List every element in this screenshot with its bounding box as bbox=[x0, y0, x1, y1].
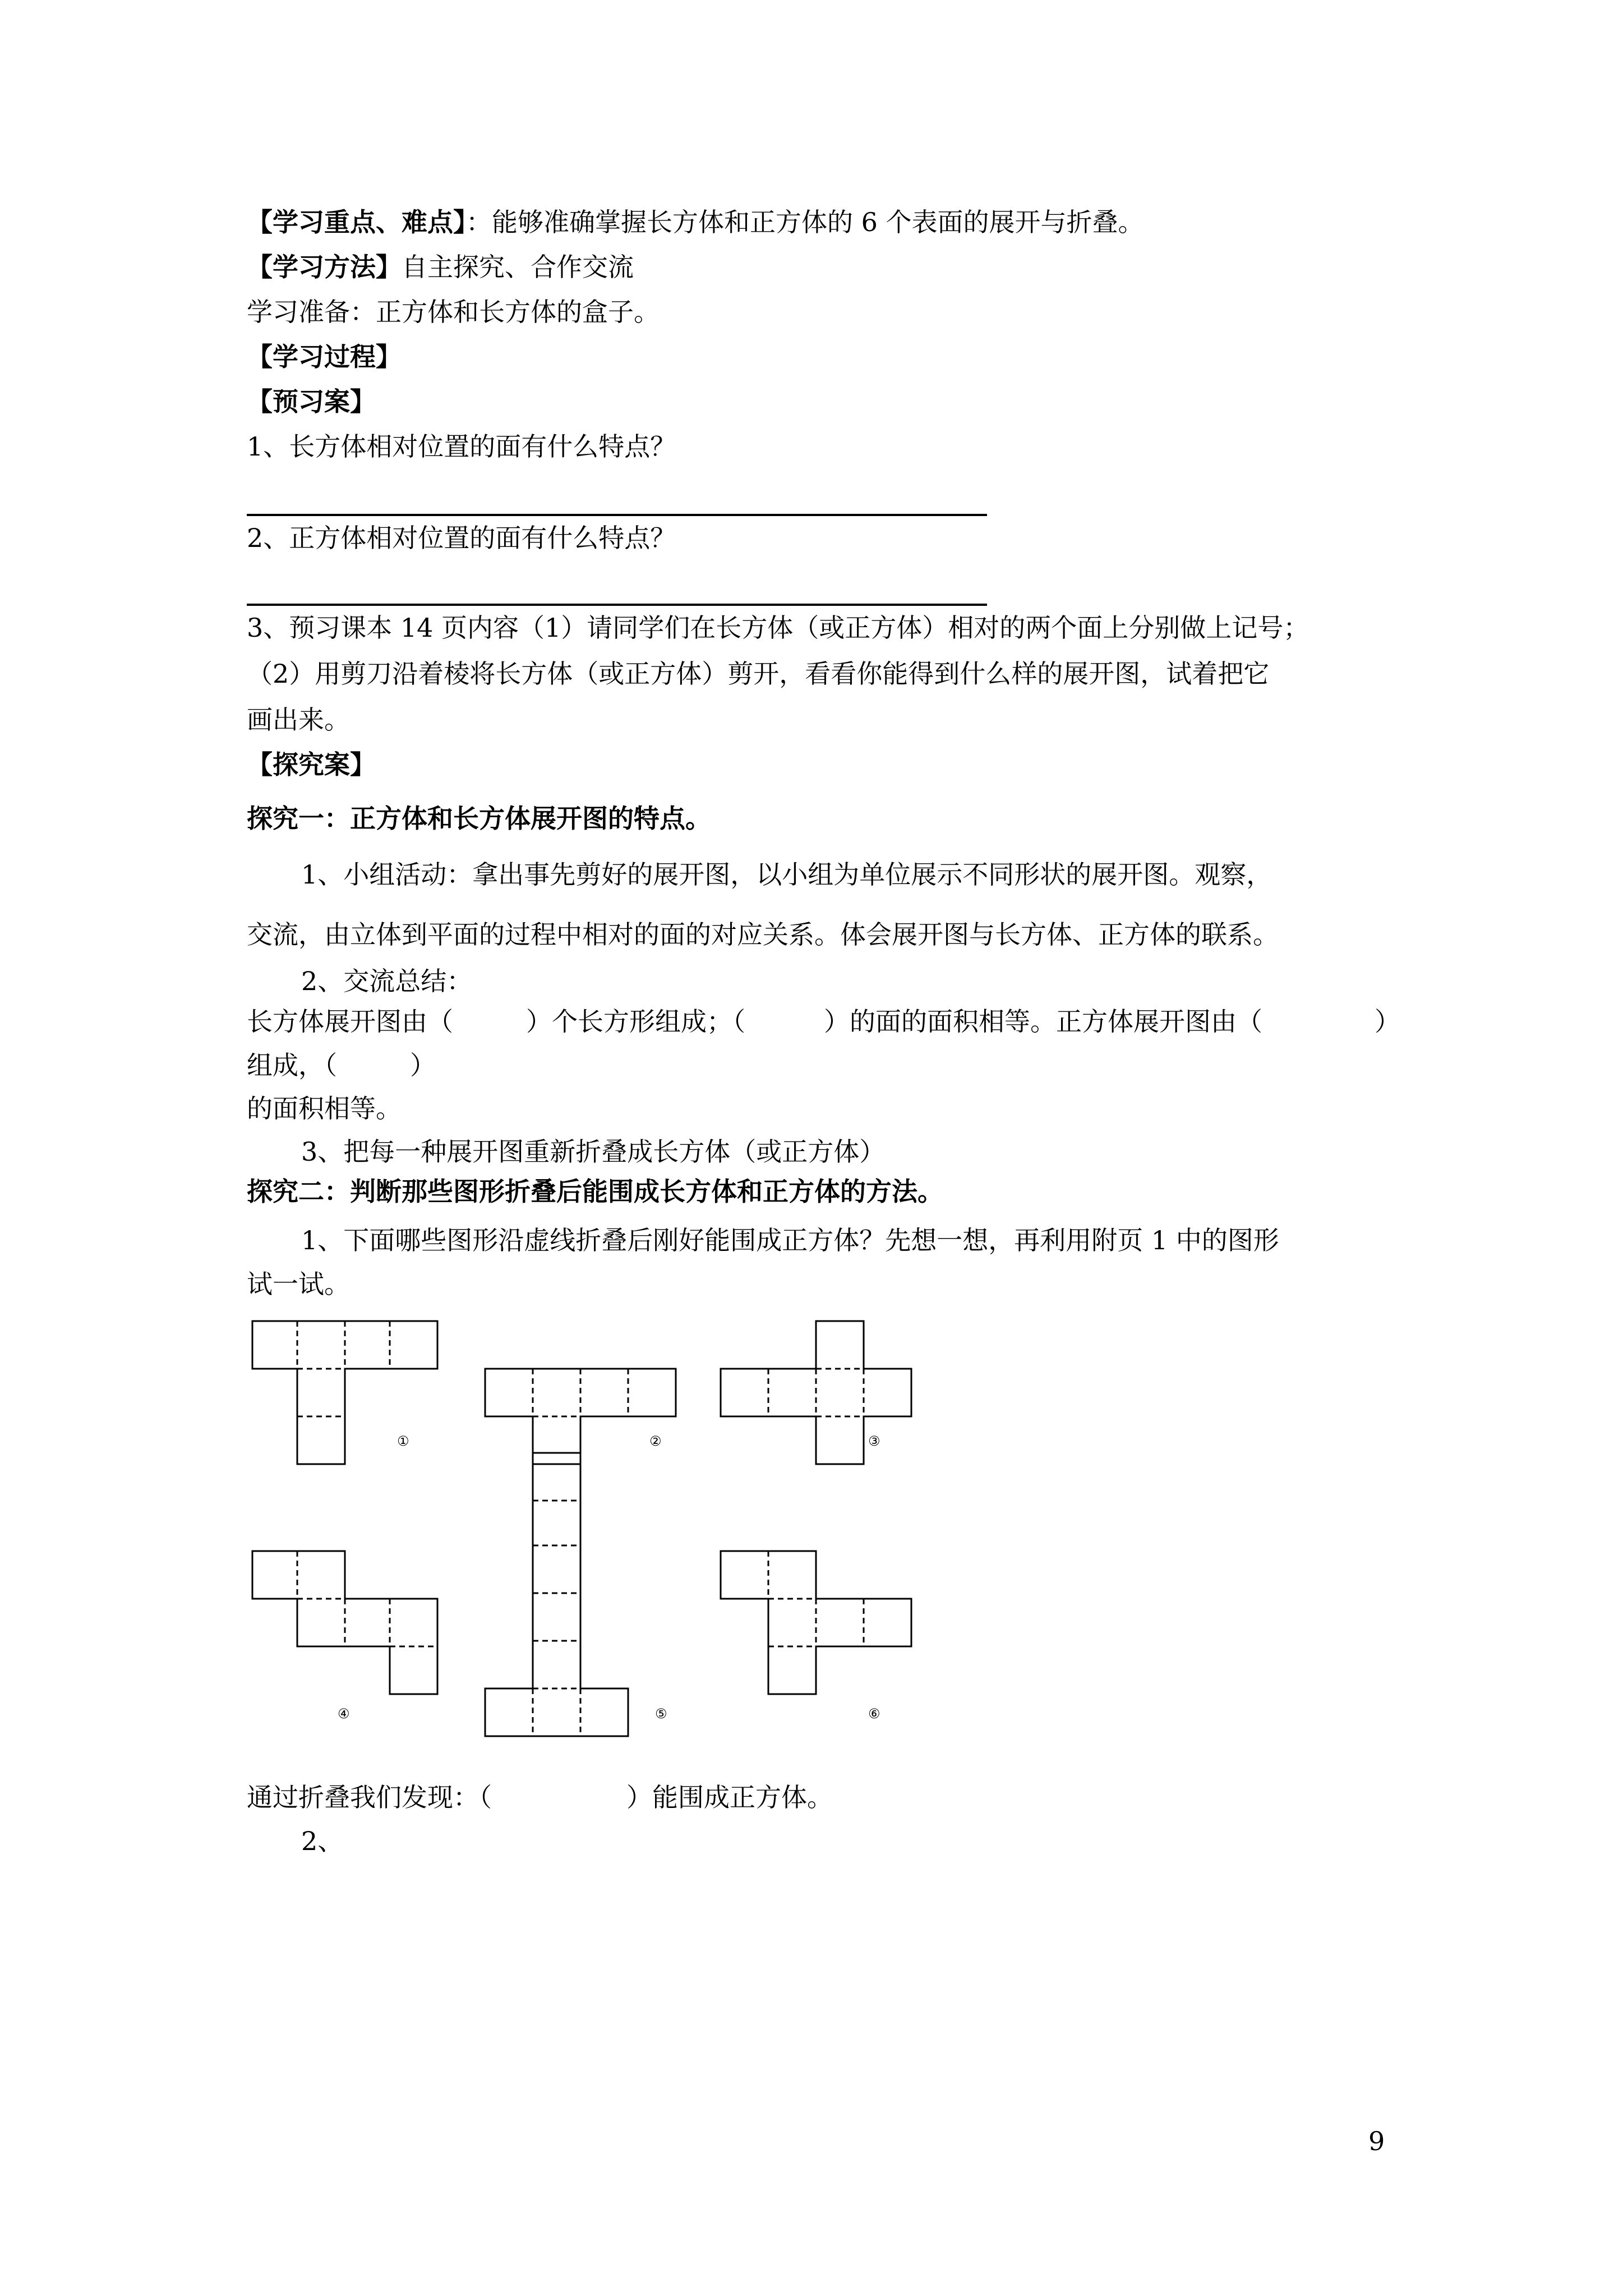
findings-part-2: ）能围成正方体。 bbox=[626, 1782, 833, 1812]
explore-1-title: 探究一：正方体和长方体展开图的特点。 bbox=[247, 803, 711, 834]
summary-part-6: ） bbox=[410, 1050, 436, 1080]
findings-part-1: 通过折叠我们发现：（ bbox=[247, 1782, 492, 1812]
explore-1-item-2: 2、交流总结： bbox=[301, 966, 473, 996]
question-1: 1、长方体相对位置的面有什么特点？ bbox=[247, 431, 676, 462]
summary-line-2 bbox=[247, 1048, 436, 1083]
explore-1-item-1-line-2: 交流，由立体到平面的过程中相对的面的对应关系。体会展开图与长方体、正方体的联系。 bbox=[247, 919, 1279, 950]
cube-net-2 bbox=[485, 1369, 676, 1464]
net-label-2: ② bbox=[649, 1433, 662, 1449]
cube-net-4 bbox=[252, 1551, 437, 1694]
explore-1-item-1-line-1: 1、小组活动：拿出事先剪好的展开图，以小组为单位展示不同形状的展开图。观察， bbox=[301, 859, 1272, 890]
explore-heading: 【探究案】 bbox=[247, 749, 376, 780]
explore-2-item-1-line-2: 试一试。 bbox=[247, 1269, 350, 1299]
summary-part-2: ）个长方形组成；（ bbox=[526, 1006, 745, 1037]
cube-net-5 bbox=[485, 1453, 628, 1736]
preview-heading: 【预习案】 bbox=[247, 386, 376, 417]
key-points-line bbox=[247, 205, 1144, 240]
cube-net-1 bbox=[252, 1321, 437, 1464]
page-number: 9 bbox=[1368, 2126, 1385, 2156]
net-label-3: ③ bbox=[868, 1433, 880, 1449]
summary-part-1: 长方体展开图由（ bbox=[247, 1006, 453, 1037]
question-3-line-1: 3、预习课本 14 页内容（1）请同学们在长方体（或正方体）相对的两个面上分别做上记号； bbox=[247, 613, 1310, 643]
method-label: 【学习方法】 bbox=[247, 252, 402, 282]
explore-2-item-1-line-1: 1、下面哪些图形沿虚线折叠后刚好能围成正方体？先想一想，再利用附页 1 中的图形 bbox=[301, 1225, 1279, 1255]
key-points-label: 【学习重点、难点】 bbox=[247, 207, 466, 237]
prep-line: 学习准备：正方体和长方体的盒子。 bbox=[247, 297, 660, 327]
summary-part-3: ）的面的面积相等。正方体展开图由（ bbox=[824, 1006, 1262, 1037]
explore-2-item-2: 2、 bbox=[301, 1826, 344, 1856]
answer-line-2 bbox=[247, 604, 987, 606]
explore-1-item-3: 3、把每一种展开图重新折叠成长方体（或正方体） bbox=[301, 1137, 886, 1167]
question-2: 2、正方体相对位置的面有什么特点？ bbox=[247, 523, 676, 553]
net-label-4: ④ bbox=[338, 1706, 350, 1722]
method-text: 自主探究、合作交流 bbox=[402, 252, 634, 282]
cube-net-3 bbox=[721, 1321, 911, 1464]
summary-line-3: 的面积相等。 bbox=[247, 1093, 402, 1124]
key-points-text: ：能够准确掌握长方体和正方体的 6 个表面的展开与折叠。 bbox=[466, 207, 1144, 237]
answer-line-1 bbox=[247, 514, 987, 516]
findings-line bbox=[247, 1780, 833, 1815]
process-heading: 【学习过程】 bbox=[247, 342, 402, 372]
summary-part-4: ） bbox=[1375, 1006, 1400, 1037]
summary-part-5: 组成，（ bbox=[247, 1050, 337, 1080]
method-line bbox=[247, 250, 634, 284]
question-3-line-3: 画出来。 bbox=[247, 705, 350, 735]
question-3-line-2: （2）用剪刀沿着棱将长方体（或正方体）剪开，看看你能得到什么样的展开图，试着把它 bbox=[247, 659, 1270, 689]
net-label-5: ⑤ bbox=[655, 1706, 667, 1722]
cube-net-6 bbox=[721, 1551, 911, 1694]
summary-line-1 bbox=[247, 1004, 1400, 1039]
net-label-1: ① bbox=[397, 1433, 409, 1449]
net-label-6: ⑥ bbox=[868, 1706, 880, 1722]
explore-2-title: 探究二：判断那些图形折叠后能围成长方体和正方体的方法。 bbox=[247, 1176, 943, 1207]
cube-nets-figure bbox=[247, 1315, 953, 1745]
